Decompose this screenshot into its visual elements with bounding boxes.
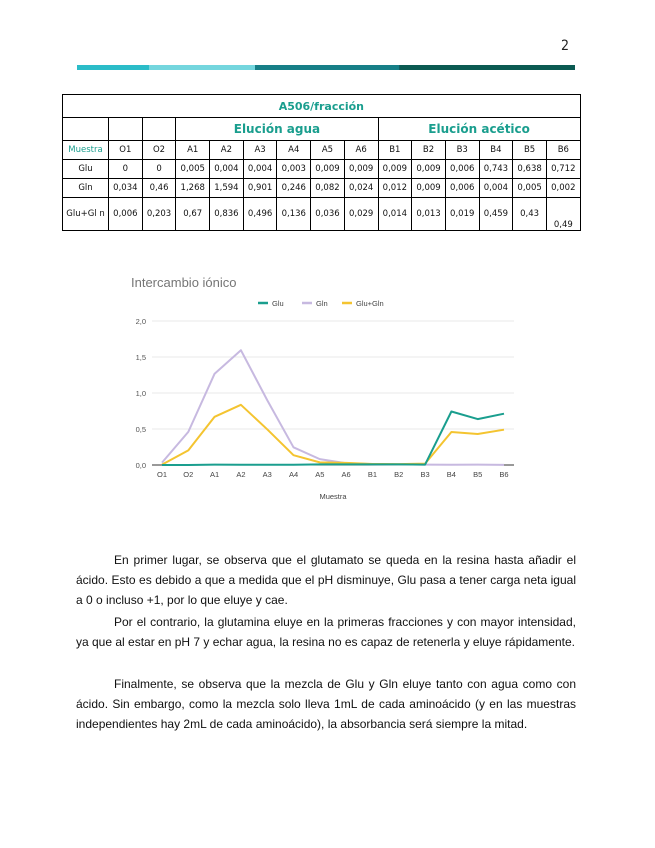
empty-cell bbox=[109, 118, 143, 141]
x-tick-label: B2 bbox=[394, 470, 404, 479]
line-chart bbox=[110, 265, 530, 505]
table-cell: 0,638 bbox=[513, 160, 547, 179]
table-cell: 0,006 bbox=[445, 179, 479, 198]
header-cell: A5 bbox=[311, 141, 345, 160]
header-cell: B5 bbox=[513, 141, 547, 160]
row-label: Glu+Gl n bbox=[63, 198, 109, 231]
page-number: 2 bbox=[560, 38, 569, 54]
header-cell: B1 bbox=[378, 141, 412, 160]
header-cell: A4 bbox=[277, 141, 311, 160]
table-cell: 0,082 bbox=[311, 179, 345, 198]
table-title: A506/fracción bbox=[63, 95, 581, 118]
header-cell: B3 bbox=[445, 141, 479, 160]
x-tick-label: B1 bbox=[367, 470, 378, 479]
header-cell: O2 bbox=[142, 141, 176, 160]
table-cell: 0,036 bbox=[311, 198, 345, 231]
table-cell: 0,004 bbox=[479, 179, 513, 198]
chart-title: Intercambio iónico bbox=[131, 275, 237, 290]
table-cell: 0,246 bbox=[277, 179, 311, 198]
table-cell: 0,012 bbox=[378, 179, 412, 198]
x-tick-label: B5 bbox=[473, 470, 483, 479]
table-cell: 0,46 bbox=[142, 179, 176, 198]
table-cell: 0,004 bbox=[210, 160, 244, 179]
rule-segment bbox=[149, 65, 255, 70]
table-cell: 0,006 bbox=[445, 160, 479, 179]
table-cell: 0,029 bbox=[344, 198, 378, 231]
header-cell: O1 bbox=[109, 141, 143, 160]
table-cell: 0,712 bbox=[546, 160, 580, 179]
x-tick-label: O2 bbox=[183, 470, 194, 479]
paragraph-1: En primer lugar, se observa que el glutamato se queda en la resina hasta añadir el ácido. Esto es debido a que a medida que el pH disminuye, Glu pasa a tener carga neta igual a 0 o incluso +1, por lo que eluye y cae. bbox=[76, 553, 576, 607]
table-cell: 0,014 bbox=[378, 198, 412, 231]
table-cell: 0,013 bbox=[412, 198, 446, 231]
x-tick-label: A1 bbox=[210, 470, 220, 479]
table-cell: 0,034 bbox=[109, 179, 143, 198]
table-cell: 0,019 bbox=[445, 198, 479, 231]
legend-label: Glu+Gln bbox=[356, 299, 384, 308]
table-cell: 0,836 bbox=[210, 198, 244, 231]
y-tick-label: 0,0 bbox=[135, 461, 146, 470]
legend-label: Glu bbox=[272, 299, 284, 308]
group-header-water: Elución agua bbox=[176, 118, 378, 141]
absorbance-table bbox=[62, 94, 581, 231]
table-cell: 0,49 bbox=[546, 198, 580, 231]
header-cell: B4 bbox=[479, 141, 513, 160]
table-cell: 0,743 bbox=[479, 160, 513, 179]
series-line-glu-gln bbox=[162, 405, 504, 465]
table-cell: 0 bbox=[109, 160, 143, 179]
legend-label: Gln bbox=[316, 299, 328, 308]
y-tick-label: 1,0 bbox=[135, 389, 146, 398]
x-tick-label: A3 bbox=[262, 470, 272, 479]
table-body bbox=[63, 160, 581, 231]
header-cell: B2 bbox=[412, 141, 446, 160]
table-cell: 0,009 bbox=[311, 160, 345, 179]
rule-segment bbox=[255, 65, 399, 70]
group-header-acetic: Elución acético bbox=[378, 118, 580, 141]
table-cell: 0,024 bbox=[344, 179, 378, 198]
table-header-row bbox=[63, 141, 581, 160]
rule-segment bbox=[400, 65, 575, 70]
table-cell: 0,009 bbox=[344, 160, 378, 179]
table-cell: 0,006 bbox=[109, 198, 143, 231]
empty-cell bbox=[142, 118, 176, 141]
x-axis-label: Muestra bbox=[319, 492, 347, 501]
x-tick-label: B3 bbox=[420, 470, 430, 479]
series-line-gln bbox=[162, 350, 504, 465]
table-cell: 0,005 bbox=[513, 179, 547, 198]
row-label: Glu bbox=[63, 160, 109, 179]
table-cell: 0,009 bbox=[378, 160, 412, 179]
table-row bbox=[63, 160, 581, 179]
table-cell: 0,009 bbox=[412, 179, 446, 198]
header-cell: A1 bbox=[176, 141, 210, 160]
x-tick-label: A4 bbox=[288, 470, 299, 479]
header-cell: A3 bbox=[243, 141, 277, 160]
table-row bbox=[63, 179, 581, 198]
table-cell: 0,004 bbox=[243, 160, 277, 179]
empty-cell bbox=[63, 118, 109, 141]
table-cell: 1,594 bbox=[210, 179, 244, 198]
paragraph-2: Por el contrario, la glutamina eluye en la primeras fracciones y con mayor intensidad, ya que al estar en pH 7 y echar agua, la resina no es capaz de retenerla y eluye rápidamente. bbox=[76, 615, 576, 649]
table-cell: 0,002 bbox=[546, 179, 580, 198]
chart-svg bbox=[110, 265, 530, 505]
rule-segment bbox=[77, 65, 149, 70]
table-row bbox=[63, 198, 581, 231]
table-cell: 0,203 bbox=[142, 198, 176, 231]
x-tick-label: A2 bbox=[236, 470, 246, 479]
row-label: Gln bbox=[63, 179, 109, 198]
x-tick-label: A6 bbox=[341, 470, 351, 479]
header-cell: A2 bbox=[210, 141, 244, 160]
y-tick-label: 0,5 bbox=[135, 425, 146, 434]
table-cell: 0 bbox=[142, 160, 176, 179]
paragraph-3: Finalmente, se observa que la mezcla de Glu y Gln eluye tanto con agua como con ácido. Sin embargo, como la mezcla solo lleva 1mL de cada aminoácido (y en las muestras independientes hay 2mL de cada aminoácido), la absorbancia será siempre la mitad. bbox=[76, 677, 576, 731]
table-cell: 0,003 bbox=[277, 160, 311, 179]
table-cell: 0,459 bbox=[479, 198, 513, 231]
header-rule bbox=[77, 65, 575, 70]
header-cell: B6 bbox=[546, 141, 580, 160]
x-tick-label: B6 bbox=[499, 470, 509, 479]
table-cell: 0,136 bbox=[277, 198, 311, 231]
header-muestra: Muestra bbox=[63, 141, 109, 160]
header-cell: A6 bbox=[344, 141, 378, 160]
table-cell: 0,005 bbox=[176, 160, 210, 179]
table-cell: 0,67 bbox=[176, 198, 210, 231]
table-cell: 0,496 bbox=[243, 198, 277, 231]
x-tick-label: O1 bbox=[156, 470, 168, 479]
x-tick-label: A5 bbox=[315, 470, 325, 479]
y-tick-label: 2,0 bbox=[135, 317, 146, 326]
table-cell: 0,901 bbox=[243, 179, 277, 198]
x-tick-label: B4 bbox=[446, 470, 456, 479]
table-cell: 1,268 bbox=[176, 179, 210, 198]
table-cell: 0,009 bbox=[412, 160, 446, 179]
table-cell: 0,43 bbox=[513, 198, 547, 231]
y-tick-label: 1,5 bbox=[135, 353, 146, 362]
